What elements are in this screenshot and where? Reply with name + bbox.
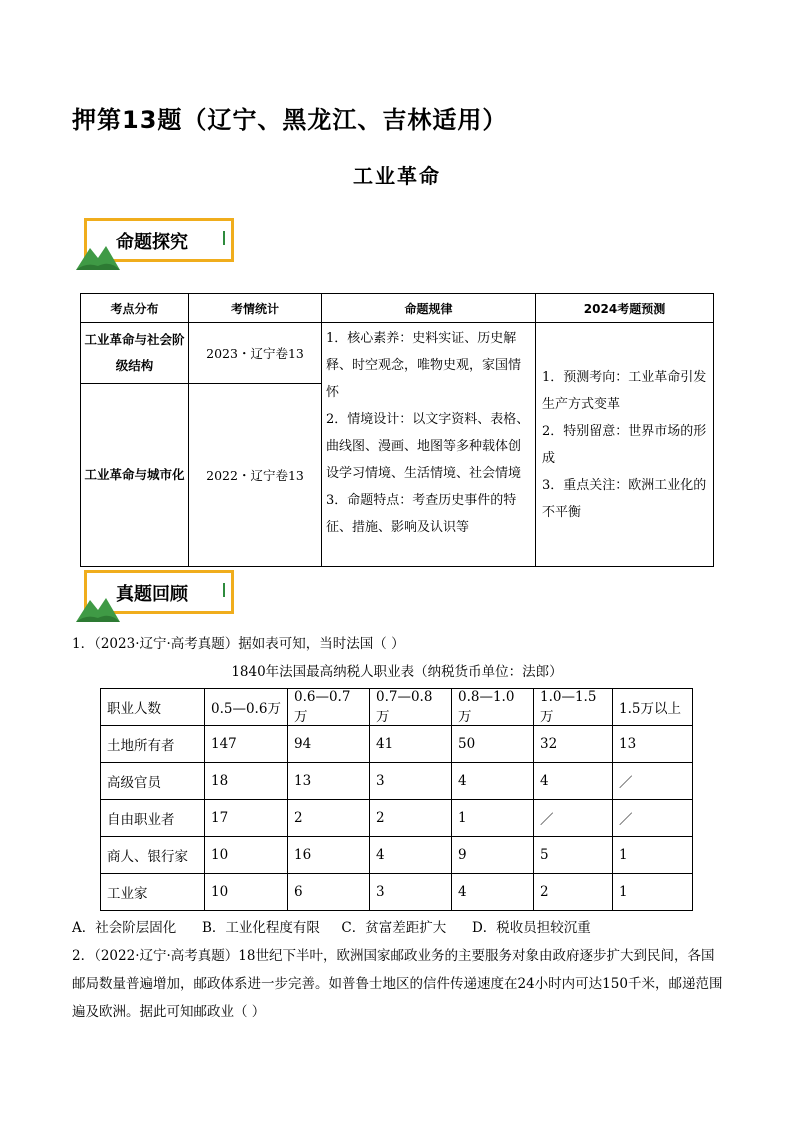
header-cell: 考点分布 [81, 294, 189, 323]
table-cell: 17 [205, 800, 288, 837]
prediction-cell [536, 323, 714, 567]
table-cell: 32 [534, 726, 613, 763]
header-cell: 考情统计 [189, 294, 322, 323]
section-badge-review [76, 570, 246, 622]
table-row [101, 726, 693, 763]
table-cell: 5 [534, 837, 613, 874]
table-cell: 1 [452, 800, 534, 837]
table-cell: 2 [370, 800, 452, 837]
table-cell: 1.0—1.5万 [534, 689, 613, 726]
table-cell: 3 [370, 874, 452, 911]
page-subtitle: 工业革命 [353, 164, 441, 188]
table-cell: 0.7—0.8万 [370, 689, 452, 726]
table-row [101, 689, 693, 726]
rule-item: 2．情境设计：以文字资料、表格、曲线图、漫画、地图等多种载体创设学习情境、生活情境、社会情境 [326, 412, 530, 481]
header-cell: 命题规律 [322, 294, 536, 323]
table-cell: 50 [452, 726, 534, 763]
table-cell: 2 [534, 874, 613, 911]
question-2-stem: 2．（2022·辽宁·高考真题）18世纪下半叶，欧洲国家邮政业务的主要服务对象由政府逐步扩大到民间，各国邮局数量普遍增加，邮政体系进一步完善。如普鲁士地区的信件传递速度在24小时内可达150千米，邮递范围遍及欧洲。据此可知邮政业（ ） [72, 948, 723, 1020]
table-cell: 工业家 [101, 874, 205, 911]
table-cell: 土地所有者 [101, 726, 205, 763]
table-cell: 4 [370, 837, 452, 874]
table-cell: 3 [370, 763, 452, 800]
rule-item: 1．核心素养：史料实证、历史解释、时空观念，唯物史观，家国情怀 [326, 331, 522, 400]
table-cell: 4 [452, 874, 534, 911]
topic-cell: 工业革命与城市化 [81, 384, 189, 567]
topic-cell: 工业革命与社会阶级结构 [81, 323, 189, 384]
table-cell: 18 [205, 763, 288, 800]
table-cell: 147 [205, 726, 288, 763]
table-cell: 高级官员 [101, 763, 205, 800]
table-cell: 商人、银行家 [101, 837, 205, 874]
prediction-item: 3．重点关注：欧洲工业化的不平衡 [542, 477, 707, 520]
taxpayer-table [100, 688, 693, 911]
prediction-item: 2．特别留意：世界市场的形成 [542, 423, 707, 466]
table-cell: 2 [288, 800, 370, 837]
table-cell: 1 [613, 874, 693, 911]
stat-cell: 2023・辽宁卷13 [189, 323, 322, 384]
table-cell: 13 [613, 726, 693, 763]
table-cell: 13 [288, 763, 370, 800]
stat-cell: 2022・辽宁卷13 [189, 384, 322, 567]
table-cell: 4 [534, 763, 613, 800]
table-cell: ／ [534, 800, 613, 837]
table-row [101, 763, 693, 800]
rules-cell [322, 323, 536, 567]
table-cell: 自由职业者 [101, 800, 205, 837]
table-cell: 6 [288, 874, 370, 911]
question-1-options: A．社会阶层固化 B．工业化程度有限 C．贫富差距扩大 D．税收员担较沉重 [72, 920, 591, 936]
table-cell: ／ [613, 800, 693, 837]
table-cell: 9 [452, 837, 534, 874]
question-1-stem: 1．（2023·辽宁·高考真题）据如表可知，当时法国（ ） [72, 636, 405, 652]
table-cell: 41 [370, 726, 452, 763]
page-title: 押第13题（辽宁、黑龙江、吉林适用） [72, 106, 508, 134]
table-cell: 职业人数 [101, 689, 205, 726]
section-title: 真题回顾 [116, 584, 188, 605]
table-cell: 0.8—1.0万 [452, 689, 534, 726]
table-row [101, 837, 693, 874]
table-cell: 10 [205, 837, 288, 874]
table-row [101, 800, 693, 837]
table-cell: 4 [452, 763, 534, 800]
table-cell: 94 [288, 726, 370, 763]
table-cell: 1.5万以上 [613, 689, 693, 726]
rule-item: 3．命题特点：考查历史事件的特征、措施、影响及认识等 [326, 493, 517, 535]
table-cell: 16 [288, 837, 370, 874]
prediction-item: 1．预测考向：工业革命引发生产方式变革 [542, 369, 707, 412]
section-title: 命题探究 [116, 232, 188, 253]
mountain-icon [76, 594, 120, 622]
table-cell: 0.5—0.6万 [205, 689, 288, 726]
exam-analysis-table [80, 293, 714, 567]
table-cell: 0.6—0.7万 [288, 689, 370, 726]
table-row [101, 874, 693, 911]
table-cell: 1 [613, 837, 693, 874]
mountain-icon [76, 242, 120, 270]
table-cell: 10 [205, 874, 288, 911]
header-cell: 2024考题预测 [536, 294, 714, 323]
table-cell: ／ [613, 763, 693, 800]
table-caption: 1840年法国最高纳税人职业表（纳税货币单位：法郎） [231, 664, 563, 680]
section-badge-explore [76, 218, 246, 270]
